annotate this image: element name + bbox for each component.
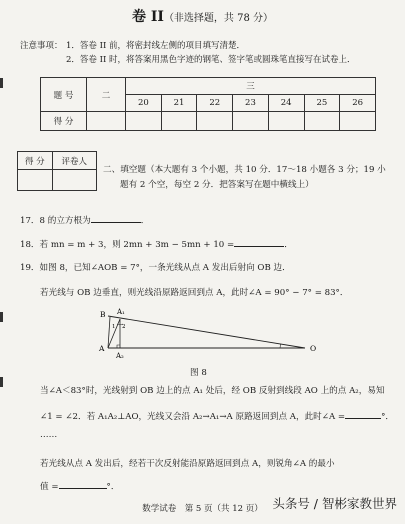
label-angle-2: 2 — [122, 324, 126, 330]
score-table-q23: 23 — [233, 95, 269, 112]
section-2-heading-line-2: 题有 2 个空，每空 2 分．把答案写在题中横线上） — [120, 180, 314, 190]
question-19-line-4 — [40, 409, 394, 422]
question-19-answer-blank-2[interactable] — [59, 479, 107, 489]
label-O: O — [310, 344, 317, 353]
question-19-line-6-text: 值 = — [40, 482, 59, 492]
watermark: 头条号 / 智彬家教世界 — [272, 496, 397, 511]
title-subtitle: （非选择题，共 78 分） — [163, 13, 274, 24]
score-cell[interactable] — [87, 112, 126, 131]
question-18 — [20, 237, 293, 250]
notice-item-2: 2．答卷 II 时，将答案用黑色字迹的钢笔、签字笔或圆珠笔直接写在试卷上． — [66, 55, 356, 65]
score-table-q24: 24 — [268, 95, 304, 112]
grader-box — [17, 151, 97, 191]
score-cell[interactable] — [161, 112, 197, 131]
ray-OB — [108, 316, 305, 348]
score-table-q26: 26 — [340, 95, 376, 112]
question-19-line-6-end: °． — [106, 482, 120, 492]
score-cell[interactable] — [304, 112, 340, 131]
question-18-end: ． — [284, 240, 293, 250]
score-table-section-2: 二 — [87, 78, 126, 112]
question-17-end: ． — [140, 216, 150, 226]
score-table-score-label: 得 分 — [41, 112, 87, 131]
question-17-answer-blank[interactable] — [91, 213, 141, 223]
score-table-label: 题 号 — [41, 78, 87, 112]
question-19-line-4-end: °． — [381, 412, 395, 422]
title-text: 卷 II — [131, 9, 164, 25]
label-A: A — [99, 344, 105, 353]
question-17 — [20, 213, 149, 226]
score-cell[interactable] — [197, 112, 233, 131]
question-19-line-2: 若光线与 OB 边垂直，则光线沿原路返回到点 A，此时∠A = 90° − 7° = 83°． — [40, 288, 349, 298]
score-cell[interactable] — [126, 112, 162, 131]
score-cell[interactable] — [340, 112, 376, 131]
score-table-section-3: 三 — [126, 78, 376, 95]
question-18-text: 18．若 mn = m + 3，则 2mn + 3m − 5mn + 10 = — [20, 240, 235, 250]
question-19-dots: …… — [40, 430, 58, 440]
question-19-line-6 — [40, 479, 119, 492]
page-title — [0, 6, 405, 26]
score-table-q20: 20 — [126, 95, 162, 112]
label-A2: A₂ — [116, 352, 124, 360]
label-A1: A₁ — [117, 308, 125, 316]
question-19-line-3: 当∠A＜83°时，光线射到 OB 边上的点 A₁ 处后，经 OB 反射到线段 AO 上的点 A₂，易知 — [40, 386, 385, 396]
score-table-q22: 22 — [197, 95, 233, 112]
question-19-line-4-text: ∠1 = ∠2．若 A₁A₂⊥AO，光线又会沿 A₂→A₁→A 原路返回到点 A，此时∠A = — [40, 412, 346, 422]
score-table-q25: 25 — [304, 95, 340, 112]
question-19-line-1: 19．如图 8，已知∠AOB = 7°，一条光线从点 A 发出后射向 OB 边． — [20, 263, 291, 273]
grader-score-cell[interactable] — [18, 170, 53, 191]
question-19-answer-blank-1[interactable] — [345, 409, 381, 419]
grader-name-cell[interactable] — [52, 170, 96, 191]
figure-8-diagram — [90, 302, 330, 362]
notice-label: 注意事项： — [20, 41, 63, 51]
label-angle-1: 1 — [112, 324, 116, 330]
binding-mark — [0, 312, 3, 322]
notice-item-1: 1．答卷 II 前，将密封线左侧的项目填写清楚． — [66, 41, 246, 51]
binding-mark — [0, 78, 3, 88]
score-table — [40, 77, 376, 131]
page-footer: 数学试卷 第 5 页（共 12 页） — [142, 504, 263, 514]
label-B: B — [100, 310, 106, 319]
binding-mark — [0, 377, 3, 387]
score-cell[interactable] — [233, 112, 269, 131]
right-angle-mark — [117, 345, 120, 348]
figure-caption: 图 8 — [190, 368, 207, 378]
score-table-q21: 21 — [161, 95, 197, 112]
score-cell[interactable] — [268, 112, 304, 131]
question-18-answer-blank[interactable] — [234, 237, 284, 247]
question-17-text: 17．8 的立方根为 — [20, 216, 91, 226]
section-2-heading-line-1: 二、填空题（本大题有 3 个小题，共 10 分．17～18 小题各 3 分；19 小 — [103, 165, 386, 175]
question-19-line-5: 若光线从点 A 发出后，经若干次反射能沿原路返回到点 A，则锐角∠A 的最小 — [40, 459, 335, 469]
grader-score-label: 得 分 — [18, 152, 53, 170]
grader-label: 评卷人 — [52, 152, 96, 170]
